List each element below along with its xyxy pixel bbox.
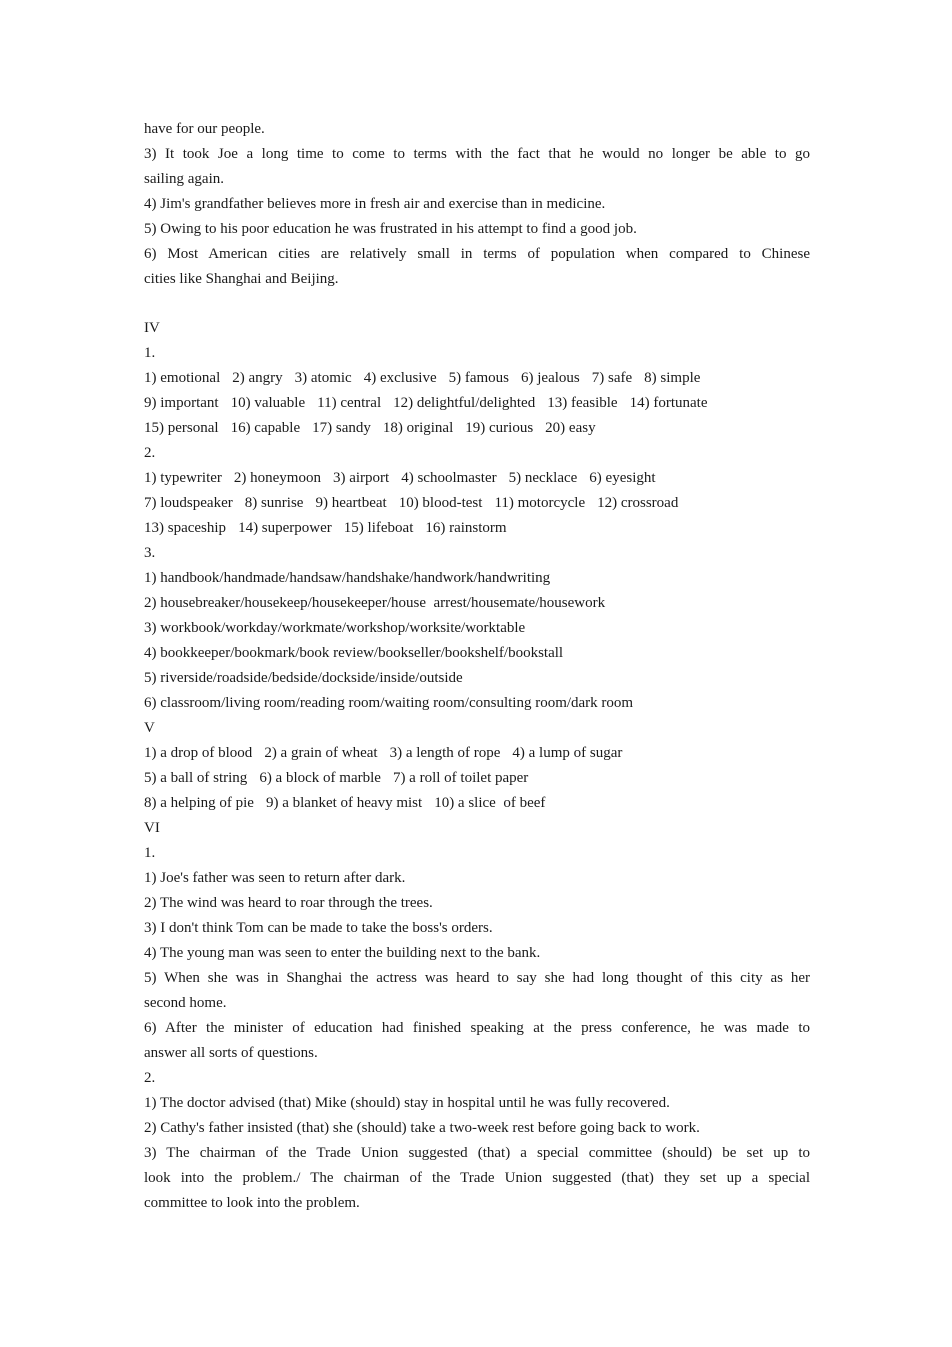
answer-item: 1) typewriter: [144, 470, 222, 486]
text-line: 3) The chairman of the Trade Union suggested (that) a special committee (should) be set up to: [144, 1145, 810, 1161]
text-line: 3) It took Joe a long time to come to terms with the fact that he would no longer be able to go: [144, 146, 810, 162]
answer-item: 6) eyesight: [589, 470, 656, 486]
spacer: [144, 292, 810, 316]
text-line: 2) housebreaker/housekeep/housekeeper/house arrest/housemate/housework: [144, 595, 606, 611]
answer-item: 20) easy: [545, 420, 596, 436]
answer-item: 17) sandy: [312, 420, 371, 436]
answer-item: 19) curious: [465, 420, 534, 436]
word-row: [144, 741, 810, 766]
answer-item: 10) valuable: [230, 395, 306, 411]
answer-item: 10) a slice of beef: [434, 795, 546, 811]
answer-item: 11) motorcycle: [494, 495, 586, 511]
text-line: 5) riverside/roadside/bedside/dockside/inside/outside: [144, 670, 463, 686]
word-row: [144, 791, 810, 816]
answer-item: 2) honeymoon: [233, 470, 321, 486]
word-row: [144, 416, 810, 441]
text-line: 1) The doctor advised (that) Mike (should) stay in hospital until he was fully recovered.: [144, 1095, 670, 1111]
document-page: [144, 117, 810, 1216]
text-line: 6) After the minister of education had finished speaking at the press conference, he was made to: [144, 1020, 810, 1036]
word-row: [144, 466, 810, 491]
answer-item: 10) blood-test: [398, 495, 483, 511]
answer-item: 3) airport: [332, 470, 390, 486]
answer-item: 13) feasible: [547, 395, 618, 411]
word-row: [144, 391, 810, 416]
answer-item: 2) angry: [232, 370, 283, 386]
text-line: 5) Owing to his poor education he was frustrated in his attempt to find a good job.: [144, 221, 637, 237]
answer-item: 7) loudspeaker: [144, 495, 233, 511]
answer-item: 8) a helping of pie: [144, 795, 254, 811]
subsection-number: 1.: [144, 345, 156, 361]
text-line: sailing again.: [144, 171, 224, 187]
section-heading-v: V: [144, 720, 155, 736]
subsection-number: 1.: [144, 845, 156, 861]
text-line: have for our people.: [144, 121, 265, 137]
answer-item: 12) crossroad: [597, 495, 679, 511]
answer-item: 5) necklace: [508, 470, 578, 486]
answer-item: 1) emotional: [144, 370, 221, 386]
answer-item: 7) safe: [591, 370, 633, 386]
answer-item: 5) famous: [448, 370, 510, 386]
answer-item: 1) a drop of blood: [144, 745, 253, 761]
answer-item: 8) simple: [644, 370, 701, 386]
text-line: 4) Jim's grandfather believes more in fresh air and exercise than in medicine.: [144, 196, 606, 212]
subsection-number: 3.: [144, 545, 156, 561]
text-line: 2) Cathy's father insisted (that) she (should) take a two-week rest before going back to work.: [144, 1120, 700, 1136]
text-line: committee to look into the problem.: [144, 1195, 360, 1211]
answer-item: 2) a grain of wheat: [264, 745, 378, 761]
answer-item: 11) central: [317, 395, 382, 411]
text-line: 6) classroom/living room/reading room/waiting room/consulting room/dark room: [144, 695, 634, 711]
answer-item: 12) delightful/delighted: [393, 395, 536, 411]
text-line: answer all sorts of questions.: [144, 1045, 318, 1061]
answer-item: 9) important: [144, 395, 219, 411]
answer-item: 13) spaceship: [144, 520, 227, 536]
answer-item: 18) original: [382, 420, 454, 436]
answer-item: 3) atomic: [294, 370, 352, 386]
text-line: 6) Most American cities are relatively small in terms of population when compared to Chinese: [144, 246, 810, 262]
answer-item: 6) jealous: [521, 370, 580, 386]
answer-item: 5) a ball of string: [144, 770, 248, 786]
answer-item: 15) lifeboat: [343, 520, 414, 536]
answer-item: 15) personal: [144, 420, 219, 436]
text-line: 4) The young man was seen to enter the building next to the bank.: [144, 945, 541, 961]
text-line: 3) I don't think Tom can be made to take the boss's orders.: [144, 920, 493, 936]
text-line: cities like Shanghai and Beijing.: [144, 271, 339, 287]
word-row: [144, 766, 810, 791]
text-line: 2) The wind was heard to roar through the trees.: [144, 895, 433, 911]
word-row: [144, 491, 810, 516]
answer-item: 16) rainstorm: [425, 520, 507, 536]
word-row: [144, 516, 810, 541]
answer-item: 7) a roll of toilet paper: [392, 770, 529, 786]
text-line: second home.: [144, 995, 227, 1011]
text-line: 1) Joe's father was seen to return after dark.: [144, 870, 406, 886]
answer-item: 8) sunrise: [244, 495, 304, 511]
text-line: 1) handbook/handmade/handsaw/handshake/handwork/handwriting: [144, 570, 551, 586]
answer-item: 9) heartbeat: [315, 495, 387, 511]
answer-item: 9) a blanket of heavy mist: [265, 795, 423, 811]
answer-item: 16) capable: [230, 420, 301, 436]
word-row: [144, 366, 810, 391]
answer-item: 14) superpower: [238, 520, 332, 536]
section-heading-vi: VI: [144, 820, 160, 836]
answer-item: 3) a length of rope: [389, 745, 501, 761]
answer-item: 4) a lump of sugar: [512, 745, 623, 761]
answer-item: 4) exclusive: [363, 370, 437, 386]
text-line: look into the problem./ The chairman of the Trade Union suggested (that) they set up a special: [144, 1170, 810, 1186]
text-line: 3) workbook/workday/workmate/workshop/worksite/worktable: [144, 620, 526, 636]
text-line: 5) When she was in Shanghai the actress was heard to say she had long thought of this city as her: [144, 970, 810, 986]
text-line: 4) bookkeeper/bookmark/book review/bookseller/bookshelf/bookstall: [144, 645, 564, 661]
section-heading-iv: IV: [144, 320, 160, 336]
answer-item: 4) schoolmaster: [401, 470, 497, 486]
subsection-number: 2.: [144, 1070, 156, 1086]
subsection-number: 2.: [144, 445, 156, 461]
answer-item: 14) fortunate: [629, 395, 708, 411]
answer-item: 6) a block of marble: [259, 770, 381, 786]
